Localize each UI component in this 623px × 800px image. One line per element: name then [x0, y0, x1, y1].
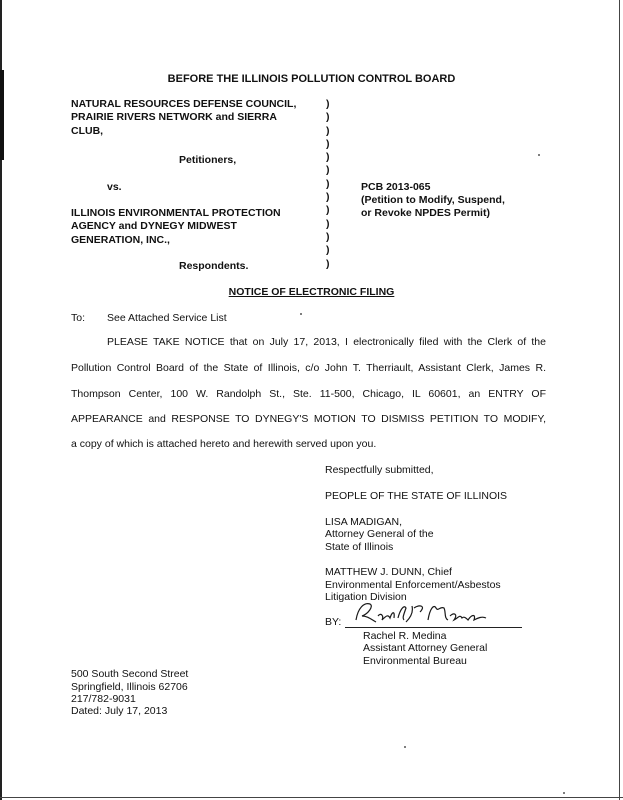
- paren: ): [326, 164, 330, 177]
- body-line: Thompson Center, 100 W. Randolph St., Ste. 11-500, Chicago, IL 60601, an ENTRY OF: [71, 388, 546, 400]
- petitioners-label: Petitioners,: [179, 154, 237, 166]
- paren: ): [326, 204, 330, 217]
- address-phone: 217/782-9031: [71, 693, 136, 705]
- signer-name: Rachel R. Medina: [363, 630, 447, 642]
- petitioners-names: [71, 98, 296, 138]
- ag-name: LISA MADIGAN,: [325, 516, 403, 528]
- paren: ): [326, 217, 330, 230]
- handwritten-signature: [348, 598, 498, 628]
- paren: ): [326, 230, 330, 243]
- chief-title-2: Litigation Division: [325, 591, 407, 603]
- ag-title-2: State of Illinois: [325, 541, 394, 553]
- signer-title-1: Assistant Attorney General: [363, 642, 488, 654]
- case-description-2: or Revoke NPDES Permit): [361, 207, 490, 219]
- scan-speck: [404, 746, 406, 748]
- paren: ): [326, 137, 330, 150]
- case-number: PCB 2013-065: [361, 181, 431, 193]
- paren: ): [326, 191, 330, 204]
- petitioner-line: NATURAL RESOURCES DEFENSE COUNCIL,: [71, 98, 297, 110]
- by-label: BY:: [325, 616, 342, 628]
- to-value: See Attached Service List: [107, 312, 227, 324]
- respectfully-submitted: Respectfully submitted,: [325, 464, 434, 476]
- body-line: PLEASE TAKE NOTICE that on July 17, 2013, I electronically filed with the Clerk of the: [107, 336, 546, 348]
- address-city: Springfield, Illinois 62706: [71, 681, 188, 693]
- document-heading: BEFORE THE ILLINOIS POLLUTION CONTROL BOARD: [167, 73, 456, 85]
- signer-title-2: Environmental Bureau: [363, 655, 467, 667]
- to-label: To:: [71, 312, 86, 324]
- respondent-line: ILLINOIS ENVIRONMENTAL PROTECTION: [71, 207, 281, 219]
- chief-title-1: Environmental Enforcement/Asbestos: [325, 579, 501, 591]
- scan-speck: [538, 154, 540, 156]
- notice-title: NOTICE OF ELECTRONIC FILING: [228, 286, 395, 298]
- body-line: a copy of which is attached hereto and herewith served upon you.: [71, 438, 377, 450]
- body-line: APPEARANCE and RESPONSE TO DYNEGY'S MOTION TO DISMISS PETITION TO MODIFY,: [71, 413, 546, 425]
- petitioner-line: CLUB,: [71, 124, 104, 137]
- page-border-bottom: [0, 797, 623, 798]
- paren: ): [326, 151, 330, 164]
- petitioner-line: PRAIRIE RIVERS NETWORK and SIERRA: [71, 111, 277, 124]
- people-of-illinois: PEOPLE OF THE STATE OF ILLINOIS: [325, 490, 508, 502]
- chief-name: MATTHEW J. DUNN, Chief: [325, 566, 452, 578]
- respondent-line: GENERATION, INC.,: [71, 233, 170, 246]
- body-line: Pollution Control Board of the State of Illinois, c/o John T. Therriault, Assistant Clerk, James R.: [71, 362, 546, 374]
- paren: ): [326, 111, 330, 124]
- signature-line: [345, 627, 522, 628]
- dated-line: Dated: July 17, 2013: [71, 705, 168, 717]
- case-description-1: (Petition to Modify, Suspend,: [361, 194, 505, 206]
- respondent-line: AGENCY and DYNEGY MIDWEST: [71, 220, 237, 233]
- versus-label: vs.: [107, 181, 122, 193]
- scan-speck: [300, 313, 302, 315]
- paren: ): [326, 177, 330, 190]
- paren: ): [326, 124, 330, 137]
- paren: ): [326, 257, 330, 270]
- address-street: 500 South Second Street: [71, 668, 189, 680]
- respondents-names: [71, 207, 281, 247]
- scan-speck: [563, 792, 565, 794]
- respondents-label: Respondents.: [179, 260, 249, 272]
- caption-parentheses: [326, 98, 330, 271]
- paren: ): [326, 98, 330, 110]
- paren: ): [326, 244, 330, 257]
- page-border-right: [619, 0, 620, 800]
- ag-title-1: Attorney General of the: [325, 528, 434, 540]
